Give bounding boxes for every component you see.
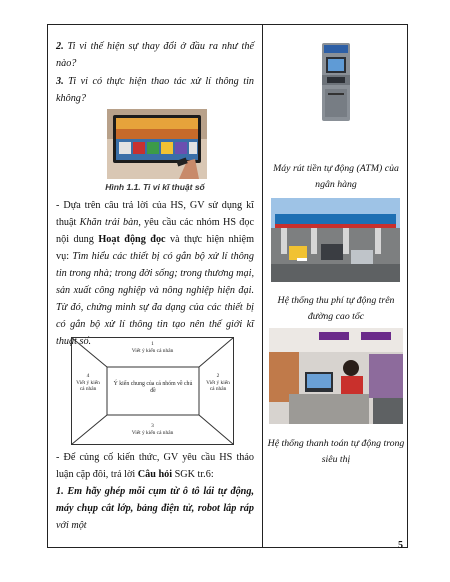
paragraph-consolidate: - Để củng cố kiến thức, GV yêu cầu HS thảo luận cặp đôi, trả lời Câu hỏi SGK tr.6: [56,452,254,480]
diagram-section-2: 2 Viết ý kiến cá nhân [206,373,230,392]
paragraph-activity: - Dựa trên câu trả lời của HS, GV sử dụng kĩ thuật Khăn trải bàn, yêu cầu các nhóm HS đọc nội dung Hoạt động đọc và thực hiện nhiệm vụ: Tìm hiểu các thiết bị có gắn bộ xử lí thông tin trong nhà; trong đời sống; trong thương mại, sản xuất công nghiệp và nông nghiệp hiện đại. Từ đó, chứng minh sự đa dạng của các thiết bị có gắn bộ xử lí thông tin tạo nên thế giới kĩ thuật số. [56,200,254,347]
diagram-section-3: 3 Viết ý kiến cá nhân [131,423,174,436]
atm-image [316,41,356,123]
left-column [48,25,262,547]
page-number: 5 [398,540,403,551]
caption-toll: Hệ thống thu phí tự động trên đường cao tốc [277,295,395,322]
digital-tv-image [107,109,207,179]
diagram-section-1: 1 Viết ý kiến cá nhân [131,341,174,354]
lesson-table [47,24,408,548]
right-column [263,25,409,547]
question-3: 3. Ti vi có thực hiện thao tác xử lí thông tin không? [56,76,254,104]
diagram-center: Ý kiến chung của cả nhóm về chủ đề [113,381,193,394]
supermarket-checkout-image [269,328,403,424]
question-2: 2. Ti vi thế hiện sự thay đổi ở đầu ra như thế nào? [56,41,254,69]
toll-station-image [271,198,400,282]
caption-supermarket: Hệ thống thanh toán tự động trong siêu thị [267,438,405,465]
figure-caption: Hình 1.1. Ti vi kĩ thuật số [105,182,205,192]
diagram-section-4: 4 Viết ý kiến cá nhân [76,373,100,392]
tablecloth-diagram [71,337,234,445]
caption-atm: Máy rút tiền tự động (ATM) của ngân hàng [273,163,399,190]
question-1: 1. Em hãy ghép mỗi cụm từ ô tô lái tự động, máy chụp cắt lớp, bảng điện tử, robot lắp ráp với một [56,486,254,531]
